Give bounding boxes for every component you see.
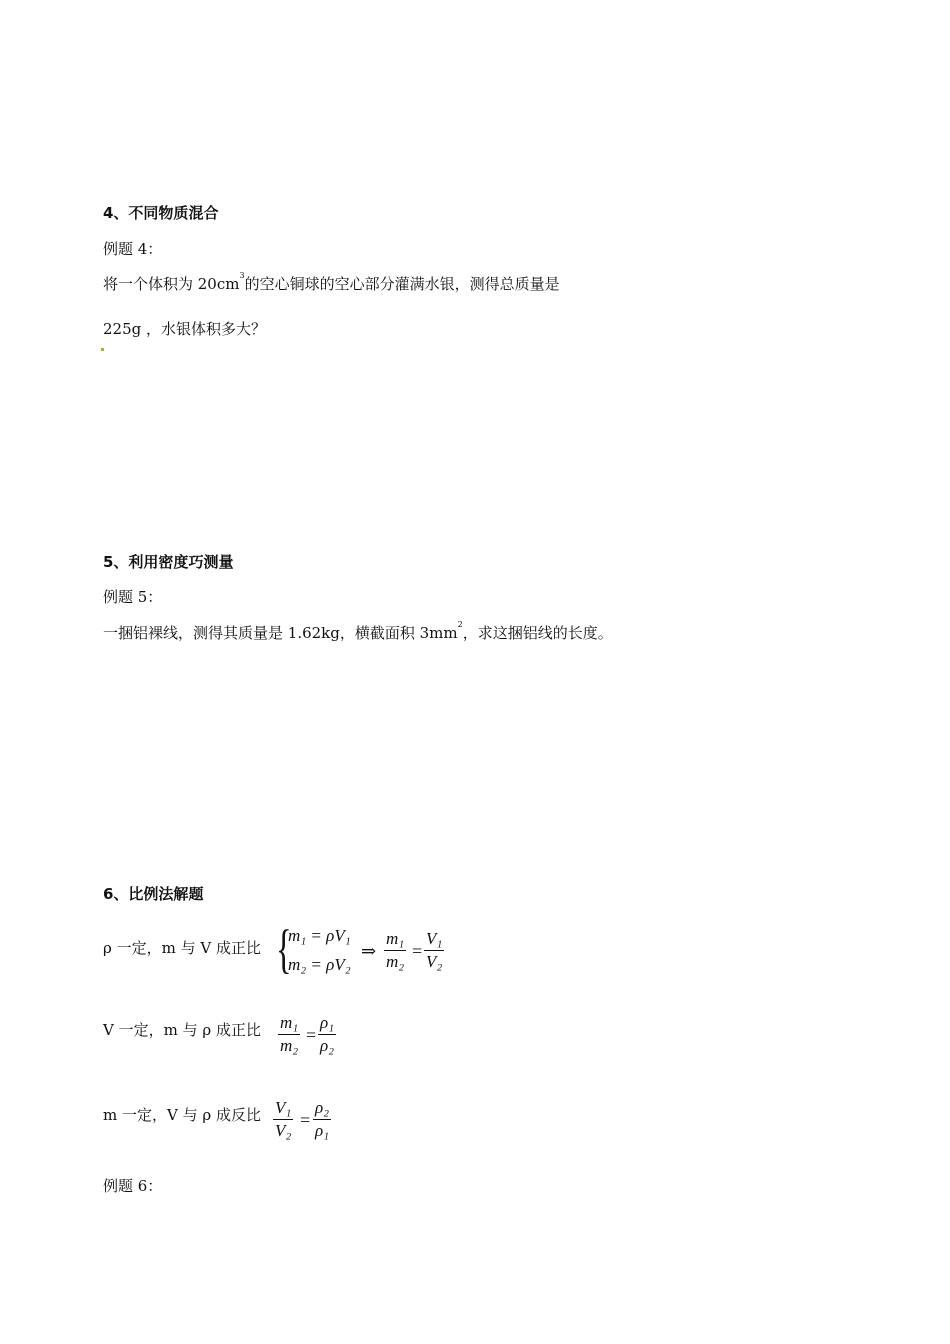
- example-5-text-a: 一捆铝裸线，测得其质量是 1.62kg，横截面积 3mm: [103, 624, 458, 642]
- implies-arrow: ⇒: [361, 941, 377, 961]
- rule-3-fraction-right-numerator: ρ₂: [315, 1098, 330, 1117]
- equals-sign: =: [306, 1025, 317, 1045]
- rule-1-fraction-left: [384, 928, 406, 973]
- rule-1-equation-1: m₁ = ρV₁: [288, 926, 351, 945]
- rule-2-fraction-right-denominator: ρ₂: [320, 1036, 335, 1055]
- example-4-label: 例题 4：: [103, 240, 163, 258]
- example-5-label: 例题 5：: [103, 588, 163, 606]
- rule-2-fraction-left-denominator: m₂: [280, 1036, 299, 1055]
- equals-sign: =: [300, 1110, 311, 1130]
- section-4-heading: 4、不同物质混合: [103, 204, 219, 222]
- example-4-text-b: 的空心铜球的空心部分灌满水银，测得总质量是: [244, 275, 560, 293]
- rule-1-label: ρ 一定，m 与 V 成正比: [103, 939, 261, 957]
- rule-3-fraction-left-denominator: V₂: [275, 1121, 292, 1140]
- rule-1-equation-2: m₂ = ρV₂: [288, 955, 351, 974]
- example-6-label: 例题 6：: [103, 1177, 163, 1195]
- example-4-sup: 3: [239, 271, 245, 280]
- rule-1-fraction-right-denominator: V₂: [426, 952, 443, 971]
- rule-2-fraction-right: [318, 1012, 336, 1057]
- marker-dot: [101, 348, 104, 351]
- rule-1-fraction-right-numerator: V₁: [426, 929, 443, 948]
- rule-1-fraction-left-denominator: m₂: [386, 952, 405, 971]
- rule-2-fraction-left: [278, 1012, 300, 1057]
- rule-3-fraction-right: [313, 1097, 331, 1142]
- example-5-sup: 2: [457, 620, 463, 629]
- rule-2-fraction-right-numerator: ρ₁: [320, 1013, 335, 1032]
- example-5-problem: [103, 622, 613, 643]
- rule-3-fraction-left-numerator: V₁: [275, 1098, 292, 1117]
- rule-1-fraction-left-numerator: m₁: [386, 929, 405, 948]
- example-5-text-b: ，求这捆铝线的长度。: [462, 624, 613, 642]
- rule-3-label: m 一定，V 与 ρ 成反比: [103, 1106, 261, 1124]
- example-4-problem-line2: 225g ，水银体积多大？: [103, 320, 267, 338]
- rule-2-label: V 一定，m 与 ρ 成正比: [103, 1021, 261, 1039]
- rule-3-fraction-right-denominator: ρ₁: [315, 1121, 330, 1140]
- rule-3-fraction-left: [273, 1097, 293, 1142]
- section-6-heading: 6、比例法解题: [103, 885, 204, 903]
- left-brace: {: [276, 919, 292, 979]
- example-4-problem-line1: [103, 273, 560, 294]
- section-5-heading: 5、利用密度巧测量: [103, 553, 234, 571]
- equals-sign: =: [412, 941, 423, 961]
- rule-2-fraction-left-numerator: m₁: [280, 1013, 299, 1032]
- example-4-text-a: 将一个体积为 20cm: [103, 275, 240, 293]
- rule-1-fraction-right: [424, 928, 444, 973]
